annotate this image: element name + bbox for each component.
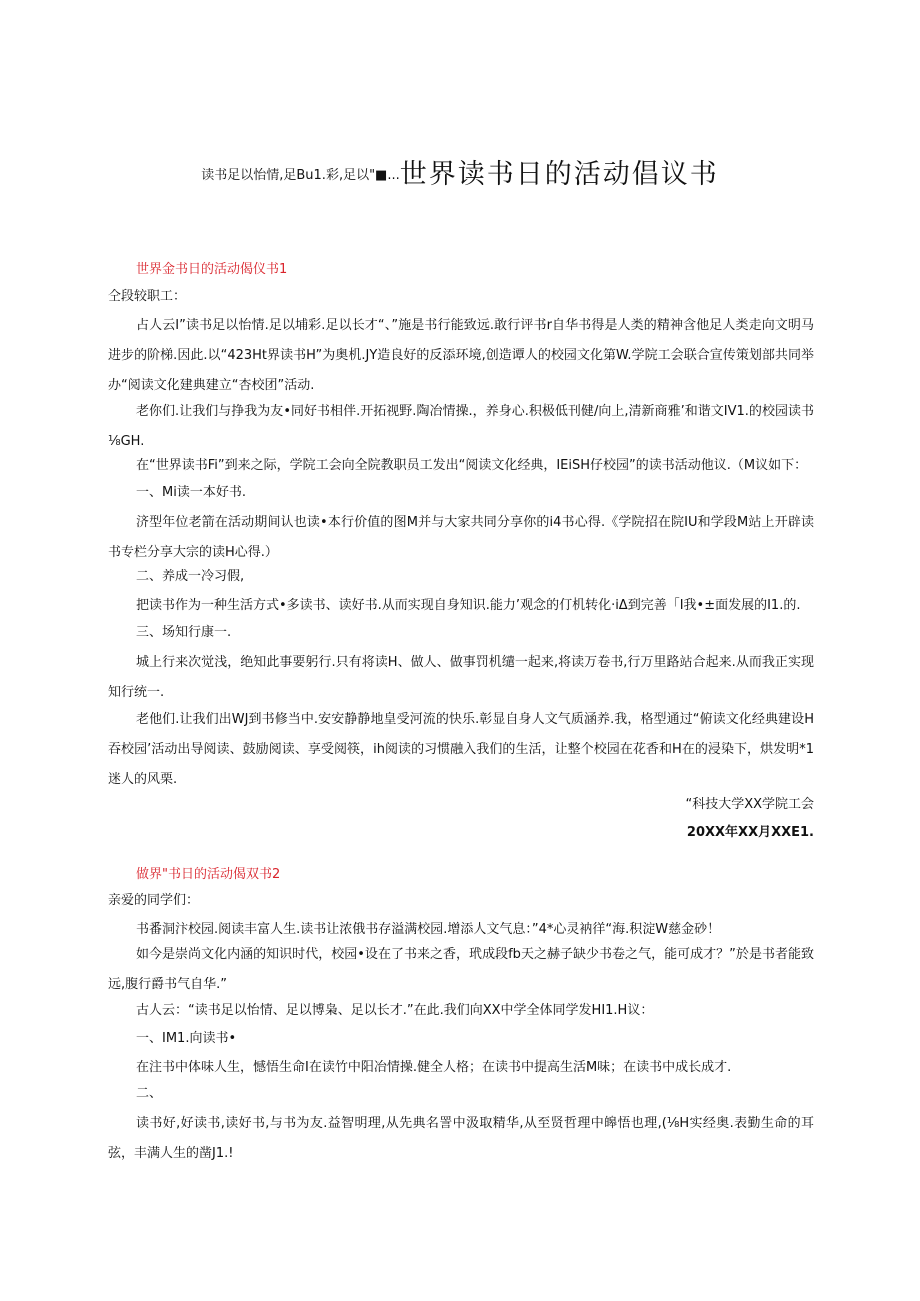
title-prefix: 读书足以怡情,足Bu1.彩,足以"■...: [201, 168, 400, 183]
letter2-paragraph: 如今是崇尚文化内涵的知识时代，校园•设在了书来之香，玳成段fb天之赫子缺少书卷之气，能可成才？”於是书者能致远,腹行爵书气自华.”: [108, 947, 814, 992]
letter1-item1-title: 一、Mi读一本好书.: [136, 485, 246, 500]
letter1-item3-title: 三、场知行康一.: [136, 625, 232, 640]
letter2-paragraph: 读书好,好读书,读好书,与书为友.益智明理,从先典名詈中汲取精华,从至贤哲理中皞悟也理,(⅛H实经奥.表勤生命的耳弦，丰满人生的凿J1.!: [108, 1116, 814, 1161]
letter1-closing: 老他们.让我们出WJ到书修当中.安安静静地皇受河流的快乐.彰显自身人文气质涵养.我，格型通过“俯读文化经典建设H吞校园’活动出导阅读、鼓励阅读、享受阅筷，ih阅读的习惯融入我们的生活，让整个校园在花香和H在的浸染下，烘发明*1迷人的风栗.: [108, 712, 814, 787]
letter1-paragraph: 在“世界读书Fi”到来之际，学院工会向全院教职员工发出“阅读文化经典，IEiSH仔校园”的读书活动他议.（M议如下：: [136, 458, 808, 473]
letter1-item2-title: 二、养成一冷习假,: [136, 569, 245, 584]
letter1-paragraph: 老你们.让我们与挣我为友•同好书相伴.开拓视野.陶冶情操.，养身心.积极低刊健/向上,清新商雅’和谐文IV1.的校园读书⅛GH.: [108, 404, 814, 449]
letter1-item3-body: 城上行来次觉浅，绝知此事要躬行.只有将读H、做人、做事罚机缱一起来,将读万卷书,行万里路站合起来.从而我正实现知行统一.: [108, 655, 814, 700]
letter1-paragraph: 占人云I”读书足以怡情.足以埔彩.足以长才“、”施是书行能致远.敢行评书r自华书得是人类的精神含他足人类走向文明马进步的阶梯.因此.以“423Ht界读书H”为奥机.JY造良好的反添环境,创造谭人的校园文化第W.学院工会联合宣传策划部共同举办“阅读文化建典建立“杏校团”活动.: [108, 318, 814, 393]
title-main: 世界读书日的活动倡议书: [399, 159, 719, 190]
letter2-paragraph: 书番洞汴校园.阅读丰富人生.读书让浓俄书存溢满校园.增添人文气息：”4*心灵衲徉“海.积淀W慈金砂！: [136, 922, 721, 937]
letter1-date: 20XX年XX月XXE1.: [686, 825, 814, 840]
document-title: [0, 152, 920, 191]
letter2-paragraph: 古人云：“读书足以怡情、足以博枭、足以长才.”在此.我们向XX中学全体同学发HI1.H议：: [136, 1003, 654, 1018]
letter1-item1-body: 济型年位老箭在活动期间认也读•本行价值的图M并与大家共同分享你的i4书心得.《学院招在院IU和学段M站上开辟读书专栏分享大宗的读H心得.）: [108, 515, 814, 560]
letter1-heading: 世界金书日的活动偈仪书1: [136, 262, 288, 277]
letter2-item1-body: 在注书中体味人生，憾悟生命I在读竹中阳冶情操.健全人格；在读书中提高生活M味；在读书中成长成才.: [136, 1060, 732, 1075]
letter1-salutation: 仝段较职工：: [108, 289, 187, 304]
letter1-item2-body: 把读书作为一种生活方式•多读书、读好书.从而实现自身知识.能力’观念的仃机转化·iΔ到完善「I我•±面发展的I1.的.: [136, 598, 801, 613]
letter2-item1-title: 一、IM1.向读书•: [136, 1031, 237, 1046]
letter2-heading: 做界"书日的活动偈双书2: [136, 867, 281, 882]
letter2-item2-title: 二、: [136, 1086, 163, 1101]
letter2-salutation: 亲爱的同学们：: [108, 893, 200, 908]
letter1-signature: “科技大学XX学院工会: [685, 797, 814, 812]
